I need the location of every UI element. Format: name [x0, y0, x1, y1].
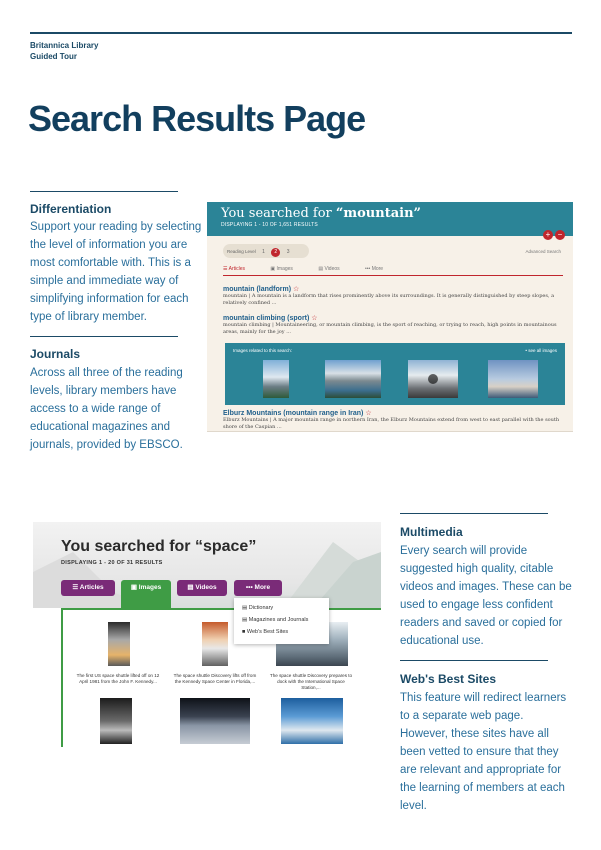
section-body-multimedia — [400, 542, 572, 650]
active-tab-border — [61, 608, 381, 610]
body-line: the learning of members at each — [400, 782, 565, 794]
tab-videos[interactable]: ▤ Videos — [177, 580, 227, 596]
body-line: Support your reading by selecting — [30, 221, 202, 233]
body-line: Across all three of the reading — [30, 367, 183, 379]
lake-image[interactable] — [325, 360, 381, 398]
results-count: DISPLAYING 1 - 20 OF 31 RESULTS — [61, 560, 163, 566]
mountain-image[interactable] — [263, 360, 289, 398]
star-icon[interactable]: ☆ — [293, 286, 300, 293]
body-line: type of library member. — [30, 311, 147, 323]
menu-item-magazines[interactable]: ▤ Magazines and Journals — [242, 617, 309, 623]
body-line: used to engage less confident — [400, 599, 553, 611]
brand-header — [30, 40, 98, 62]
section-rule — [30, 191, 178, 192]
body-line: Every search will provide — [400, 545, 528, 557]
more-dropdown-menu — [234, 598, 329, 644]
brand-line-2: Guided Tour — [30, 52, 77, 61]
body-line: been vetted to ensure that they — [400, 746, 559, 758]
tab-videos[interactable]: ▤ Videos — [318, 266, 340, 272]
body-line: simple and immediate way of — [30, 275, 179, 287]
body-line: journals, provided by EBSCO. — [30, 439, 183, 451]
section-title-webs-best-sites: Web's Best Sites — [400, 672, 496, 686]
level-2-button[interactable]: 2 — [271, 248, 280, 257]
reading-level-label: Reading Level — [227, 249, 256, 254]
top-rule — [30, 32, 572, 34]
page-title: Search Results Page — [28, 98, 366, 139]
active-tab-border — [61, 608, 63, 747]
reading-level-selector[interactable] — [223, 244, 309, 258]
result-description: mountain climbing | Mountaineering, or mountain climbing, is the sport of reaching, or trying to reach, high points in mountainous areas, mainly for the joy ... — [223, 322, 557, 335]
play-icon[interactable] — [428, 374, 438, 384]
image-caption: The first US space shuttle lifted off on 12 April 1981 from the John F. Kennedy... — [76, 673, 160, 684]
section-rule — [30, 336, 178, 337]
range-image[interactable] — [488, 360, 538, 398]
mountain-search-screenshot — [207, 202, 573, 432]
body-line: videos and images. These can be — [400, 581, 572, 593]
result-item[interactable] — [223, 409, 563, 431]
body-line: suggested high quality, citable — [400, 563, 554, 575]
section-body-journals — [30, 364, 183, 454]
space-station-image[interactable] — [180, 698, 250, 744]
shuttle-orbit-image[interactable] — [100, 698, 132, 744]
body-line: This feature will redirect learners — [400, 692, 567, 704]
shuttle-liftoff-image[interactable] — [202, 622, 228, 666]
tab-more[interactable]: ••• More — [234, 580, 282, 596]
result-title[interactable]: mountain climbing (sport) — [223, 315, 310, 322]
menu-item-dictionary[interactable]: ▤ Dictionary — [242, 605, 274, 611]
body-line: level. — [400, 800, 427, 812]
body-line: to a separate web page. — [400, 710, 524, 722]
section-title-multimedia: Multimedia — [400, 525, 463, 539]
result-item[interactable] — [223, 285, 563, 307]
image-caption: The space shuttle Discovery prepares to dock with the International Space Station,... — [269, 673, 353, 690]
videos-icon: ▤ — [187, 584, 194, 591]
related-images-panel — [225, 343, 565, 405]
result-tabs — [223, 266, 563, 276]
result-title[interactable]: Elburz Mountains (mountain range in Iran) — [223, 410, 364, 417]
images-icon: ▣ — [130, 584, 137, 591]
tab-images[interactable]: ▣ Images — [270, 266, 293, 272]
results-count: DISPLAYING 1 - 10 OF 1,651 RESULTS — [221, 222, 318, 228]
search-header — [207, 202, 573, 236]
related-images-label: Images related to this search: — [233, 348, 293, 353]
result-description: Elburz Mountains | A major mountain range in northern Iran, the Elburz Mountains extend from west to east parallel with the south shore of the Caspian ... — [223, 417, 560, 430]
search-query: You searched for “space” — [61, 538, 257, 555]
body-line: levels, library members have — [30, 385, 177, 397]
tab-images[interactable]: ▣ Images — [121, 580, 171, 608]
body-line: the level of information you are — [30, 239, 188, 251]
star-icon[interactable]: ☆ — [365, 410, 372, 417]
menu-item-webs-best-sites[interactable]: ■ Web's Best Sites — [242, 629, 289, 635]
tab-articles[interactable]: ☰ Articles — [61, 580, 115, 596]
zoom-out-button[interactable]: − — [555, 230, 565, 240]
section-rule — [400, 660, 548, 661]
star-icon[interactable]: ☆ — [311, 315, 318, 322]
brand-line-1: Britannica Library — [30, 41, 99, 50]
body-line: educational use. — [400, 635, 484, 647]
image-caption: The space shuttle Discovery lifts off from the Kennedy Space Center in Florida,... — [173, 673, 257, 684]
section-rule — [400, 513, 548, 514]
tab-articles[interactable]: ☰ Articles — [223, 266, 246, 272]
body-line: educational magazines and — [30, 421, 171, 433]
see-all-images-link[interactable]: • see all images — [525, 348, 557, 353]
body-line: access to a wide range of — [30, 403, 161, 415]
result-item[interactable] — [223, 314, 563, 336]
articles-icon: ☰ — [72, 584, 79, 591]
advanced-search-link[interactable]: Advanced Search — [525, 249, 561, 254]
more-icon: ••• — [245, 584, 253, 591]
section-title-differentiation: Differentiation — [30, 202, 112, 216]
search-query: You searched for “mountain” — [221, 206, 422, 221]
level-1-button[interactable]: 1 — [262, 249, 265, 255]
space-search-screenshot — [33, 522, 381, 747]
body-line: readers and saved or copied for — [400, 617, 563, 629]
section-body-webs-best-sites — [400, 689, 566, 815]
tab-more[interactable]: ••• More — [365, 266, 384, 272]
section-body-differentiation — [30, 218, 201, 326]
body-line: most comfortable with. This is a — [30, 257, 191, 269]
body-line: are relevant and appropriate for — [400, 764, 562, 776]
result-description: mountain | A mountain is a landform that rises prominently above its surroundings. It is generally distinguished by steep slopes, a relatively confined ... — [223, 293, 555, 306]
level-3-button[interactable]: 3 — [286, 249, 290, 255]
zoom-in-button[interactable]: + — [543, 230, 553, 240]
body-line: However, these sites have all — [400, 728, 549, 740]
section-title-journals: Journals — [30, 347, 81, 361]
video-thumbnail[interactable] — [408, 360, 458, 398]
shuttle-launch-image[interactable] — [108, 622, 130, 666]
body-line: simplifying information for each — [30, 293, 189, 305]
result-title[interactable]: mountain (landform) — [223, 286, 292, 293]
earth-orbit-image[interactable] — [281, 698, 343, 744]
